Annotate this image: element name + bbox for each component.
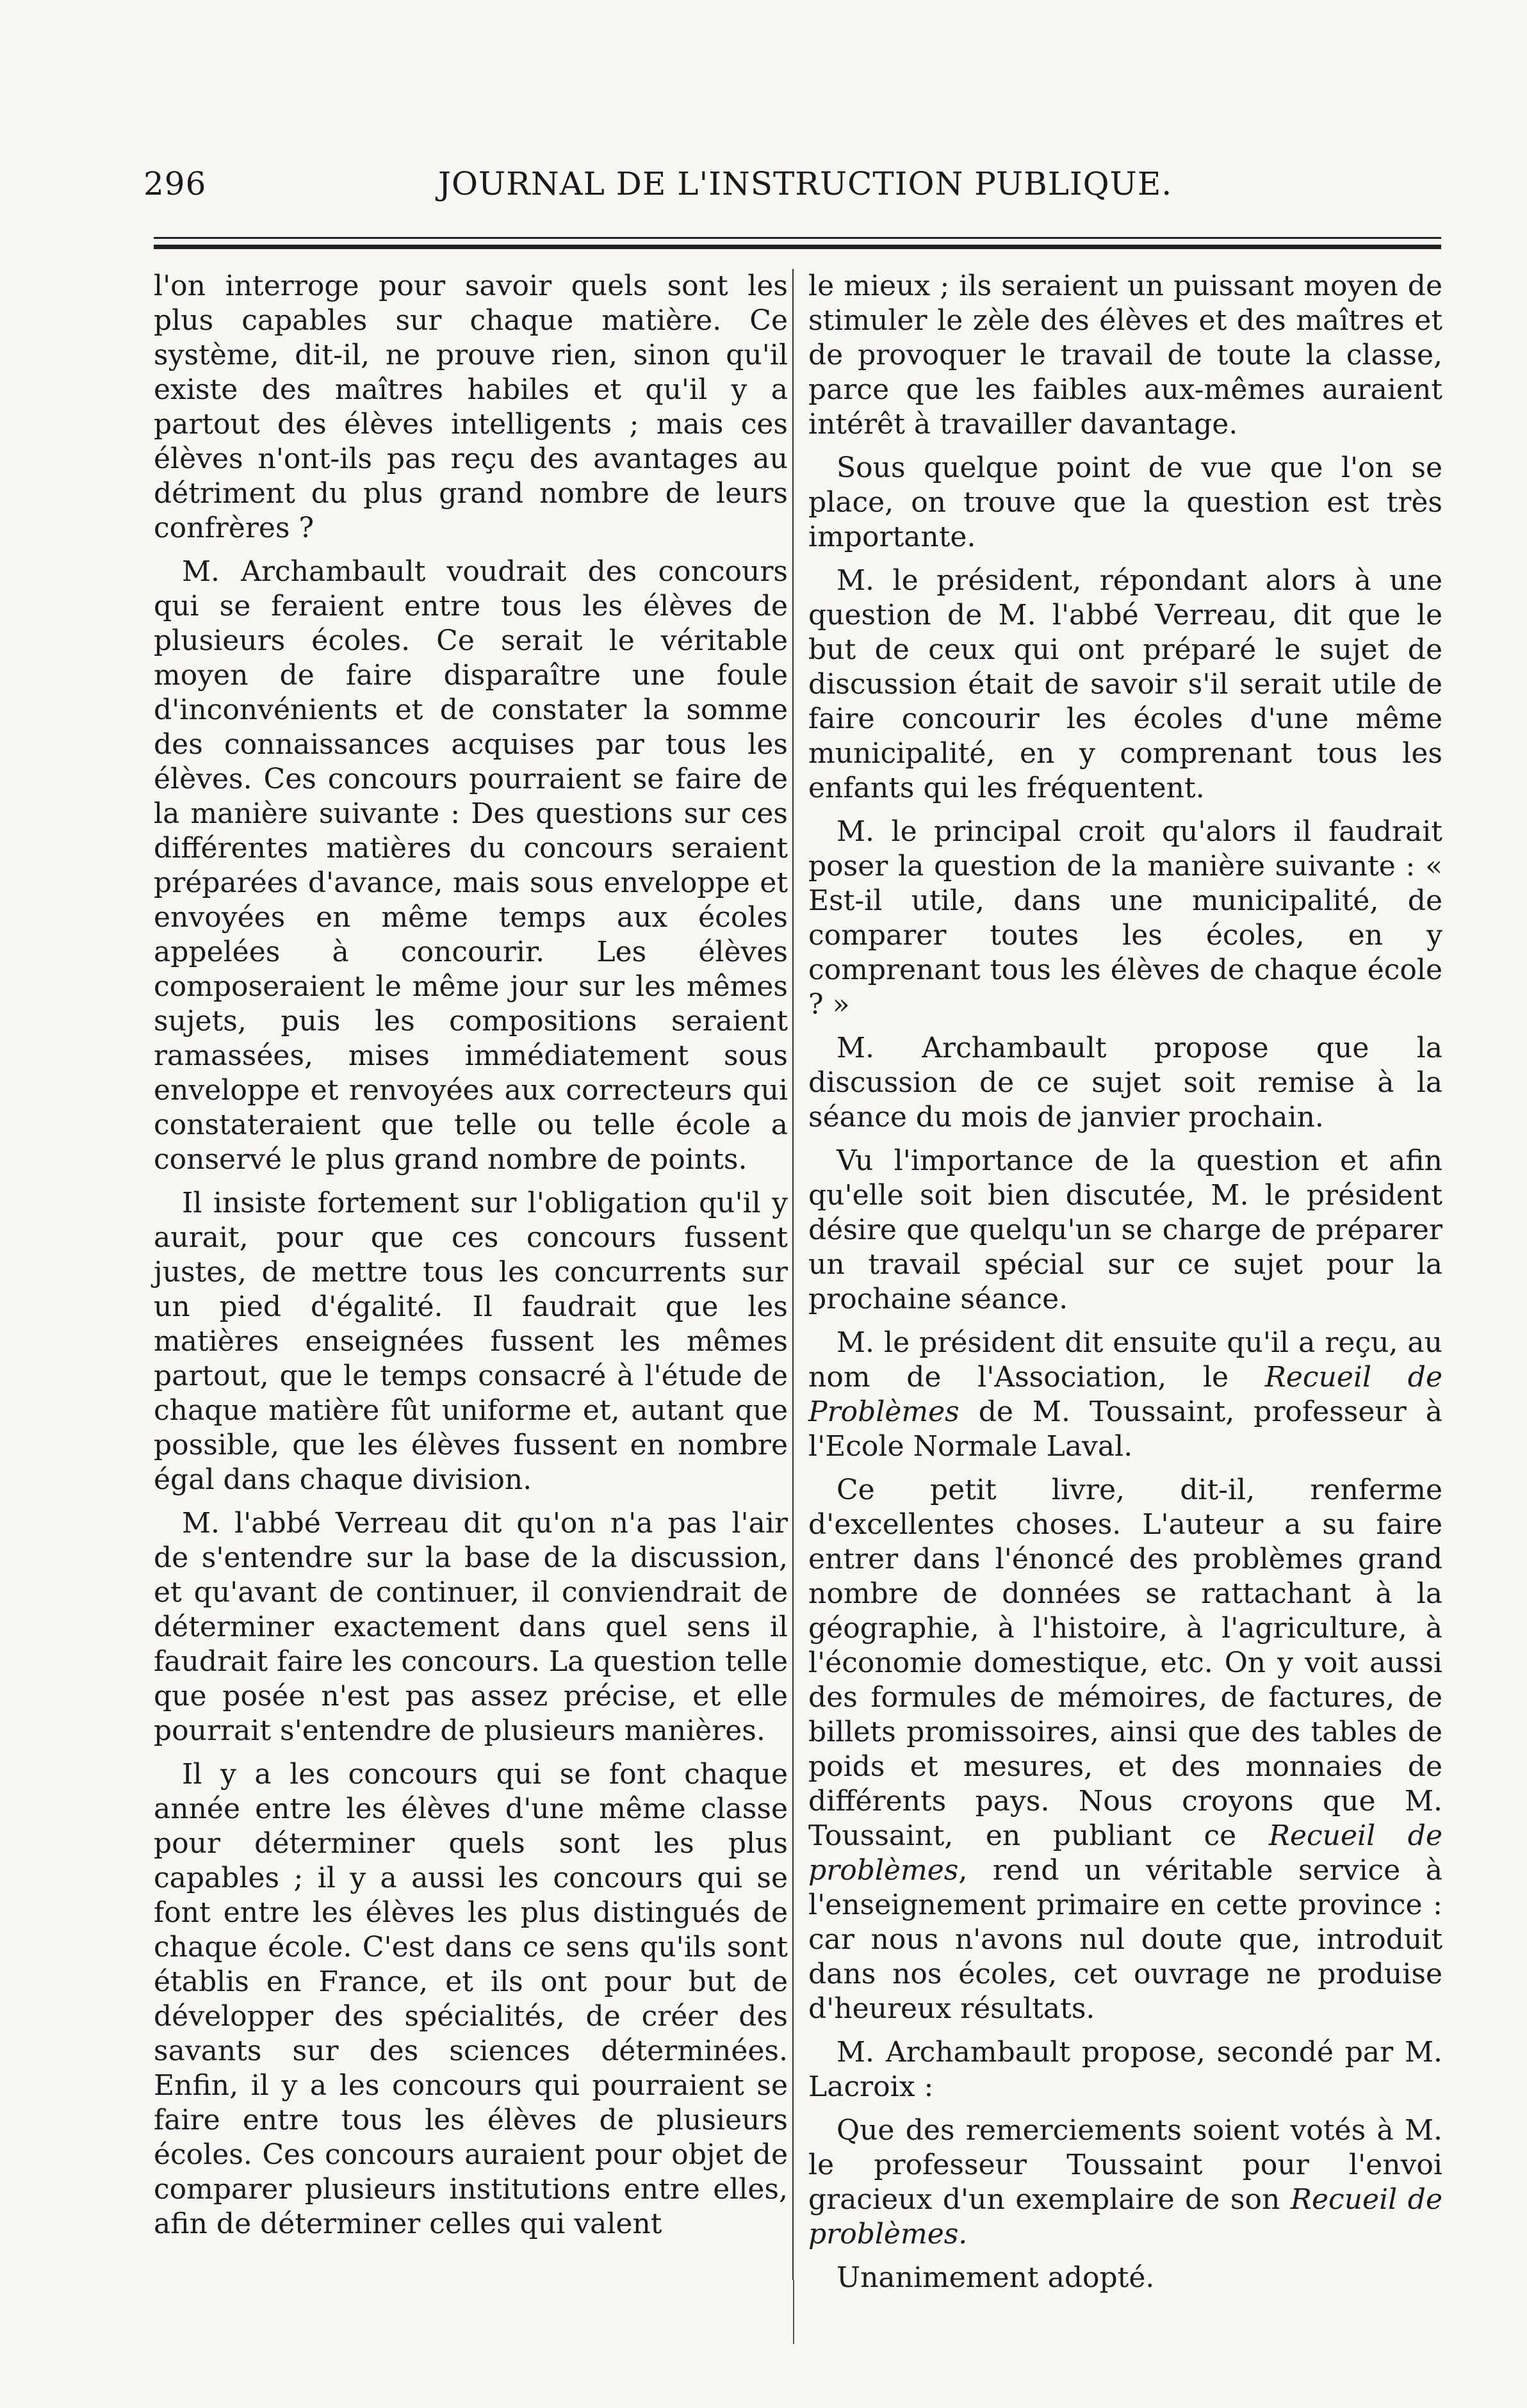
- running-title: JOURNAL DE L'INSTRUCTION PUBLIQUE.: [438, 165, 1173, 202]
- left-paragraph-4: M. l'abbé Verreau dit qu'on n'a pas l'air de s'entendre sur la base de la discussion, et qu'avant de continuer, il conviendrait de déterminer exactement dans quel sens il faudrait faire les concours. La question telle que posée n'est pas assez précise, et elle pourrait s'entendre de plusieurs manières.: [154, 1507, 788, 1747]
- recueil-title-italic-3: Recueil de problèmes.: [808, 2183, 1442, 2250]
- right-paragraph-2: Sous quelque point de vue que l'on se place, on trouve que la question est très importante.: [808, 452, 1442, 553]
- left-column: [154, 269, 788, 2250]
- right-paragraph-10: [808, 2113, 1442, 2252]
- recueil-title-italic: Recueil de Problèmes: [808, 1361, 1442, 1428]
- right-paragraph-8: [808, 1473, 1442, 2026]
- p7-text-after: de M. Toussaint, professeur à l'Ecole Normale Laval.: [808, 1395, 1442, 1463]
- left-paragraph-2: M. Archambault voudrait des concours qui se feraient entre tous les élèves de plusieurs écoles. Ce serait le véritable moyen de faire disparaître une foule d'inconvénients et de constater la somme des connaissances acquises par tous les élèves. Ces concours pourraient se faire de la manière suivante : Des questions sur ces différentes matières du concours seraient préparées d'avance, mais sous enveloppe et envoyées en même temps aux écoles appelées à concourir. Les élèves composeraient le même jour sur les mêmes sujets, puis les compositions seraient ramassées, mises immédiatement sous enveloppe et renvoyées aux correcteurs qui constateraient que telle ou telle école a conservé le plus grand nombre de points.: [154, 555, 788, 1176]
- left-paragraph-1: l'on interroge pour savoir quels sont les plus capables sur chaque matière. Ce système, dit-il, ne prouve rien, sinon qu'il existe des maîtres habiles et qu'il y a partout des élèves intelligents ; mais ces élèves n'ont-ils pas reçu des avantages au détriment du plus grand nombre de leurs confrères ?: [154, 270, 788, 544]
- p8-text-after: , rend un véritable service à l'enseignement primaire en cette province : car nous n'avons nul doute que, introduit dans nos écoles, cet ouvrage ne produise d'heureux résultats.: [808, 1854, 1442, 2025]
- right-paragraph-11: Unanimement adopté.: [837, 2261, 1155, 2294]
- p8-text-before: Ce petit livre, dit-il, renferme d'excellentes choses. L'auteur a su faire entrer dans l'énoncé des problèmes grand nombre de données se rattachant à la géographie, à l'histoire, à l'agriculture, à l'économie domestique, etc. On y voit aussi des formules de mémoires, de factures, de billets promissoires, ainsi que des tables de poids et mesures, et des monnaies de différents pays. Nous croyons que M. Toussaint, en publiant ce: [808, 1474, 1442, 1852]
- recueil-title-italic-2: Recueil de problèmes: [808, 1819, 1442, 1887]
- right-paragraph-9: M. Archambault propose, secondé par M. Lacroix :: [808, 2036, 1442, 2103]
- right-paragraph-6: Vu l'importance de la question et afin qu'elle soit bien discutée, M. le président désire que quelqu'un se charge de préparer un travail spécial sur ce sujet pour la prochaine séance.: [808, 1144, 1442, 1315]
- right-paragraph-5: M. Archambault propose que la discussion de ce sujet soit remise à la séance du mois de janvier prochain.: [808, 1032, 1442, 1134]
- right-paragraph-4: M. le principal croit qu'alors il faudrait poser la question de la manière suivante : « Est-il utile, dans une municipalité, de comparer toutes les écoles, en y comprenant tous les élèves de chaque école ? »: [808, 815, 1442, 1021]
- right-paragraph-3: M. le président, répondant alors à une question de M. l'abbé Verreau, dit que le but de ceux qui ont préparé le sujet de discussion était de savoir s'il serait utile de faire concourir les écoles d'une même municipalité, en y comprenant tous les enfants qui les fréquentent.: [808, 564, 1442, 804]
- column-divider: [792, 269, 794, 2280]
- p7-text-before: M. le président dit ensuite qu'il a reçu, au nom de l'Association, le: [808, 1326, 1442, 1394]
- right-column: [808, 269, 1442, 2304]
- header-rule-thin: [154, 237, 1441, 239]
- page-header: [143, 160, 1296, 211]
- left-paragraph-5: Il y a les concours qui se font chaque année entre les élèves d'une même classe pour déterminer quels sont les plus capables ; il y a aussi les concours qui se font entre les élèves les plus distingués de chaque école. C'est dans ce sens qu'ils sont établis en France, et ils ont pour but de développer des spécialités, de créer des savants sur des sciences déterminées. Enfin, il y a les concours qui pourraient se faire entre tous les élèves de plusieurs écoles. Ces concours auraient pour objet de comparer plusieurs institutions entre elles, afin de déterminer celles qui valent: [154, 1758, 788, 2240]
- p10-text-before: Que des remerciements soient votés à M. le professeur Toussaint pour l'envoi gracieux d'un exemplaire de son: [808, 2114, 1442, 2216]
- page-number: 296: [143, 165, 207, 202]
- column-divider-tail: [793, 2280, 794, 2344]
- left-paragraph-3: Il insiste fortement sur l'obligation qu'il y aurait, pour que ces concours fussent justes, de mettre tous les concurrents sur un pied d'égalité. Il faudrait que les matières enseignées fussent les mêmes partout, que le temps consacré à l'étude de chaque matière fût uniforme et, autant que possible, que les élèves fussent en nombre égal dans chaque division.: [154, 1187, 788, 1496]
- header-rule-thick: [154, 245, 1441, 249]
- right-paragraph-1: le mieux ; ils seraient un puissant moyen de stimuler le zèle des élèves et des maîtres et de provoquer le travail de toute la classe, parce que les faibles aux-mêmes auraient intérêt à travailler davantage.: [808, 270, 1442, 441]
- right-paragraph-7: [808, 1326, 1442, 1464]
